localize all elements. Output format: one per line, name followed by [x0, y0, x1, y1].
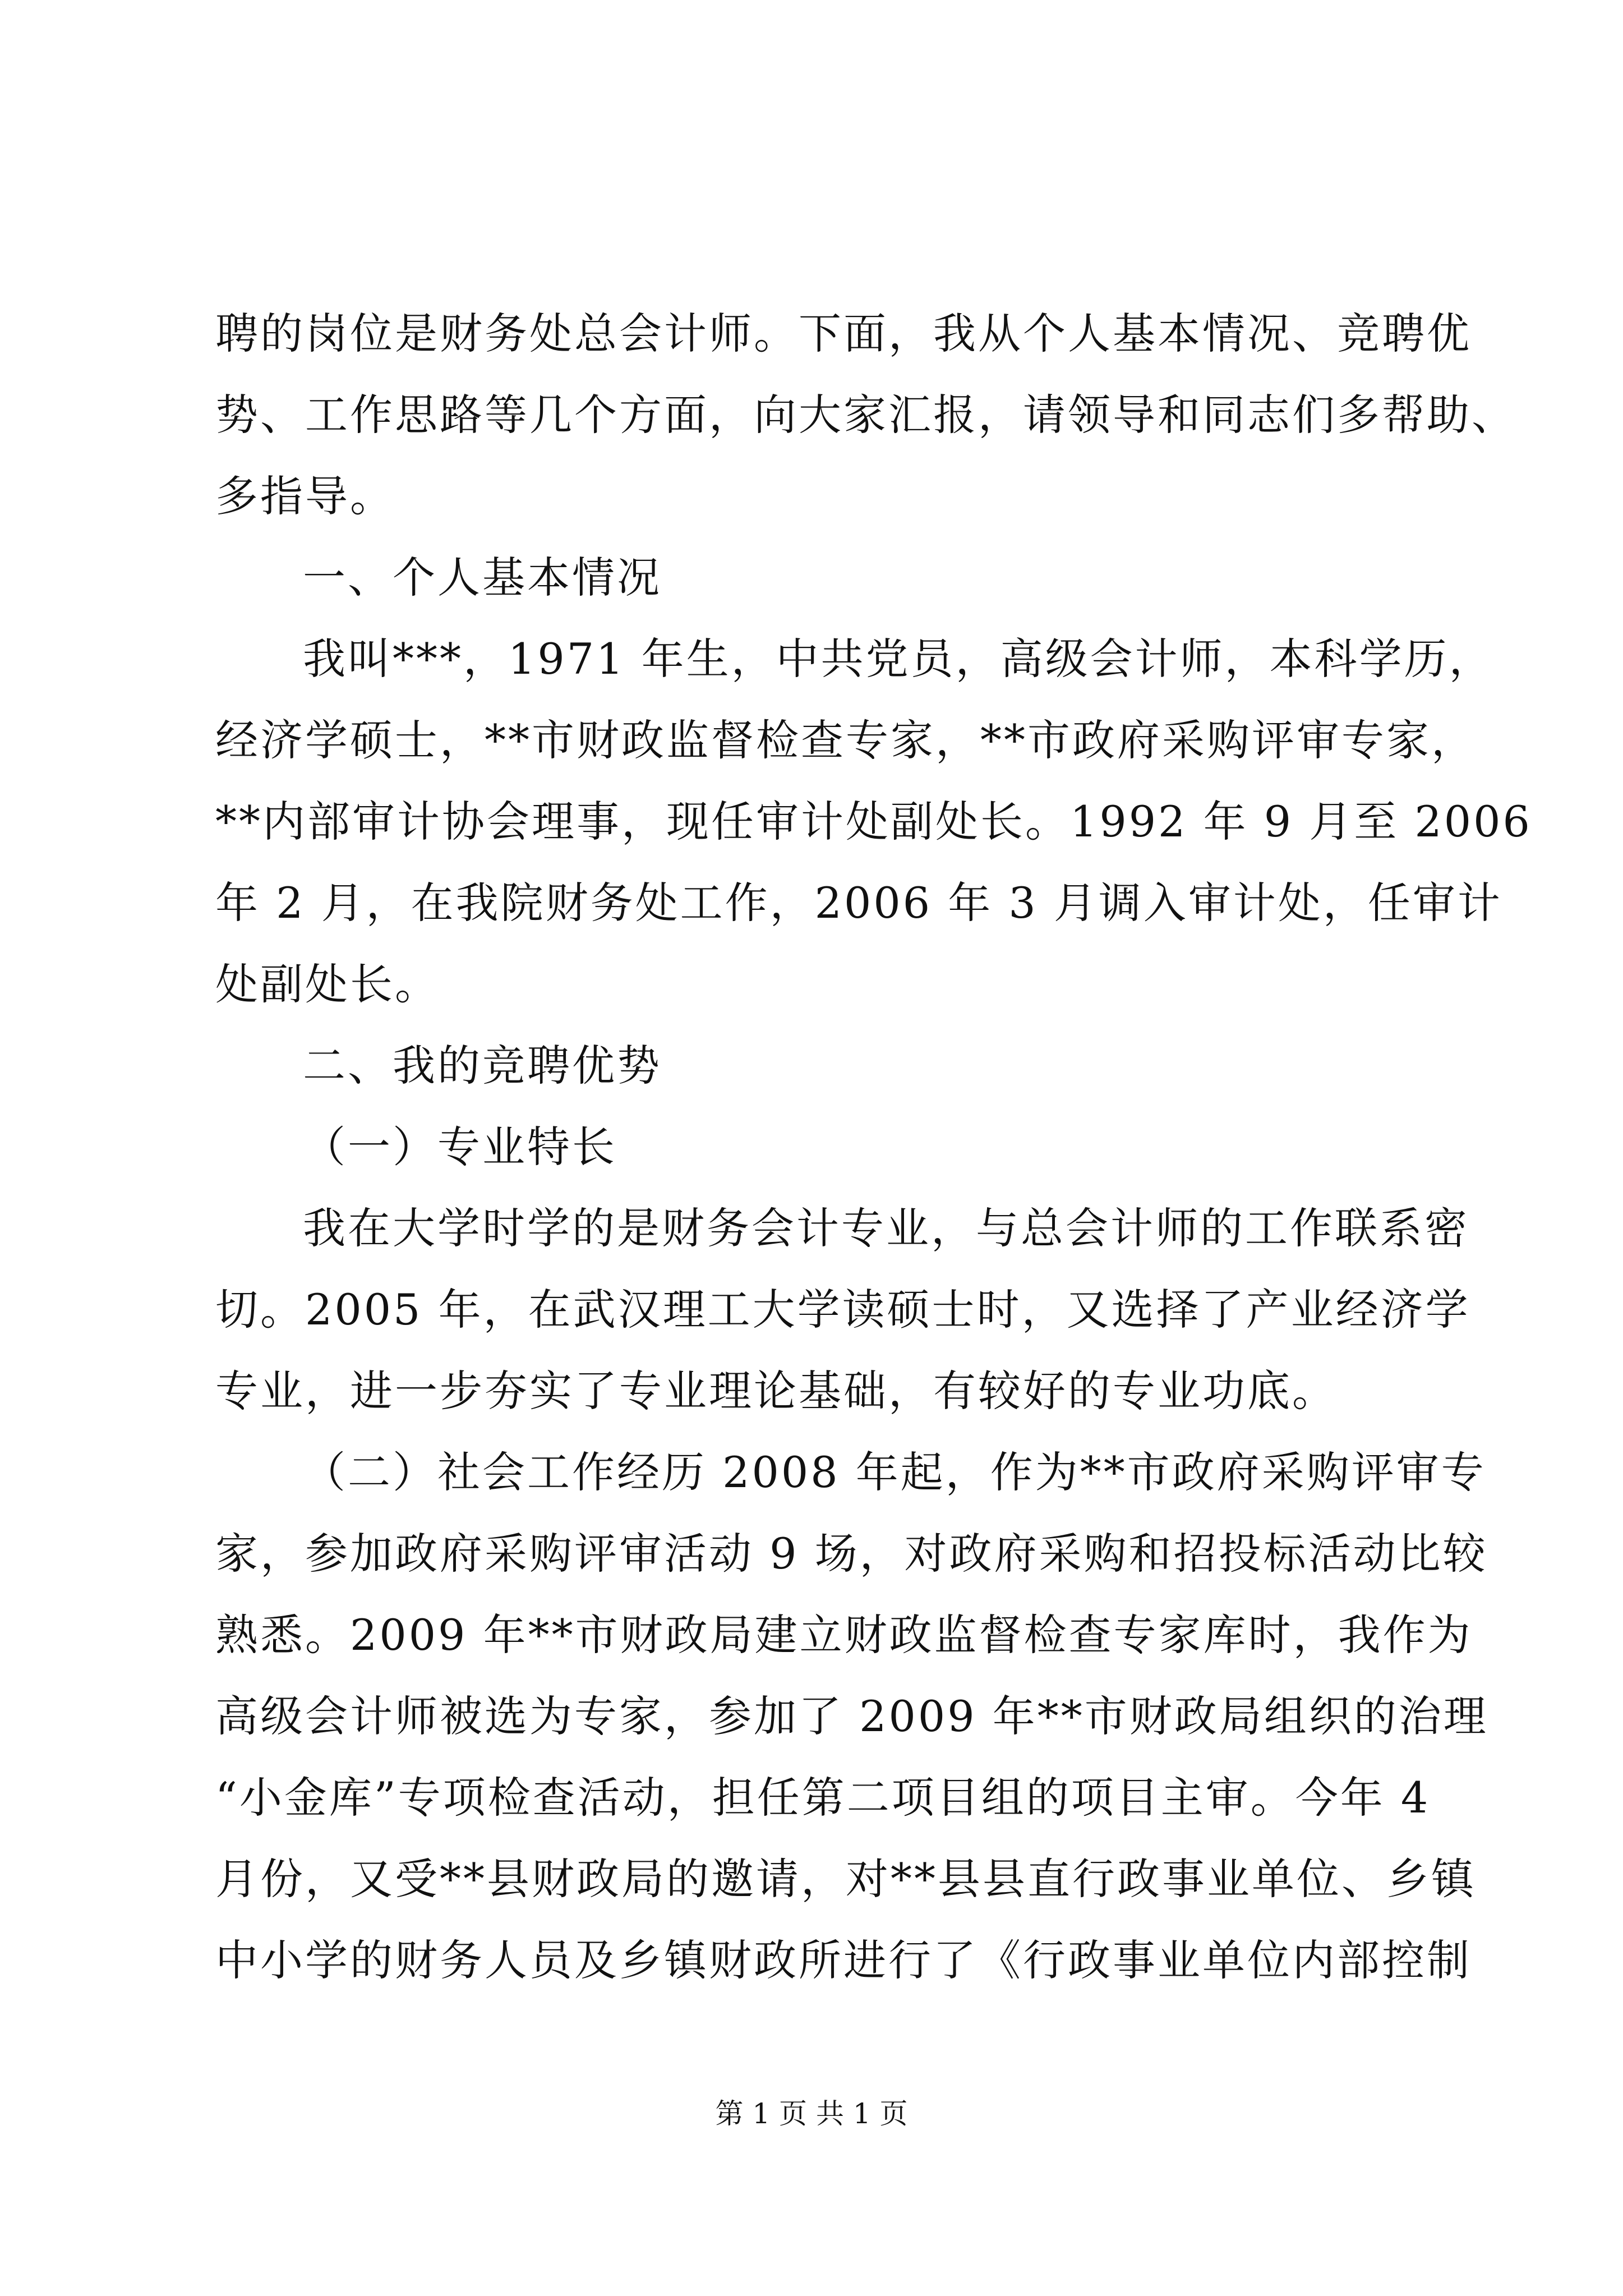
paragraph-line: 中小学的财务人员及乡镇财政所进行了《行政事业单位内部控制	[215, 1935, 1472, 1985]
paragraph-line: 月份，又受**县财政局的邀请，对**县县直行政事业单位、乡镇	[215, 1854, 1476, 1904]
paragraph-line: “小金库”专项检查活动，担任第二项目组的项目主审。今年 4	[215, 1773, 1431, 1823]
subsection-heading: （一）专业特长	[303, 1122, 617, 1172]
paragraph-line: 我在大学时学的是财务会计专业，与总会计师的工作联系密	[303, 1203, 1469, 1253]
section-heading: 二、我的竞聘优势	[303, 1041, 662, 1091]
paragraph-line: 切。2005 年，在武汉理工大学读硕士时，又选择了产业经济学	[215, 1285, 1470, 1335]
section-heading: 一、个人基本情况	[303, 553, 662, 602]
paragraph-line: 多指导。	[215, 471, 395, 521]
paragraph-line: （二）社会工作经历 2008 年起，作为**市政府采购评审专	[303, 1447, 1486, 1497]
paragraph-line: 年 2 月，在我院财务处工作，2006 年 3 月调入审计处，任审计	[215, 878, 1502, 928]
paragraph-line: 高级会计师被选为专家，参加了 2009 年**市财政局组织的治理	[215, 1691, 1488, 1741]
paragraph-line: **内部审计协会理事，现任审计处副处长。1992 年 9 月至 2006	[215, 797, 1532, 846]
paragraph-line: 我叫***，1971 年生，中共党员，高级会计师，本科学历，	[303, 634, 1494, 684]
paragraph-line: 聘的岗位是财务处总会计师。下面，我从个人基本情况、竞聘优	[215, 309, 1472, 358]
paragraph-line: 专业，进一步夯实了专业理论基础，有较好的专业功底。	[215, 1366, 1337, 1416]
paragraph-line: 势、工作思路等几个方面，向大家汇报，请领导和同志们多帮助、	[215, 390, 1516, 440]
page-footer: 第 1 页 共 1 页	[715, 2097, 908, 2130]
paragraph-line: 处副处长。	[215, 959, 440, 1009]
paragraph-line: 经济学硕士，**市财政监督检查专家，**市政府采购评审专家，	[215, 715, 1476, 765]
paragraph-line: 熟悉。2009 年**市财政局建立财政监督检查专家库时，我作为	[215, 1610, 1473, 1660]
paragraph-line: 家，参加政府采购评审活动 9 场，对政府采购和招投标活动比较	[215, 1529, 1488, 1579]
